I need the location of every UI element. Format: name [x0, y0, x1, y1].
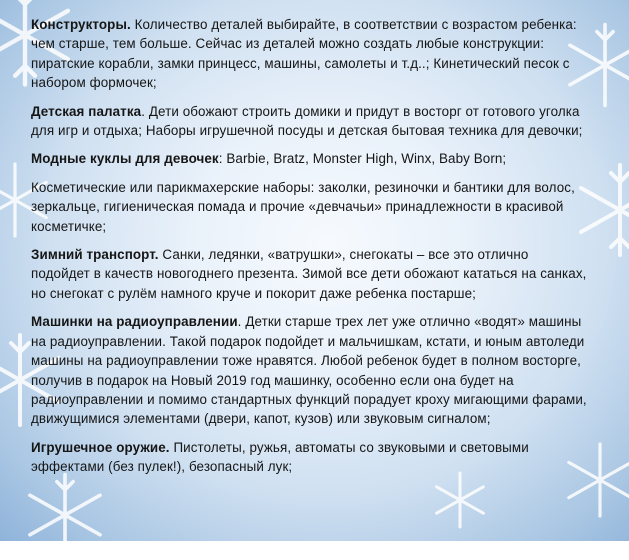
paragraph-heading: Модные куклы для девочек [31, 151, 219, 167]
paragraph-winter-transport [31, 245, 591, 303]
paragraph-heading: Машинки на радиоуправлении [31, 314, 238, 330]
paragraph-text: Количество деталей выбирайте, в соответствии с возрастом ребенка: чем старше, тем больше. Сейчас из деталей можно создать любые конструкции: пиратские корабли, замки принцесс, машины, самолеты и т.д..; Кинетический песок с набором формочек; [31, 17, 577, 91]
paragraph-text: . Детки старше трех лет уже отлично «водят» машины на радиоуправлении. Такой подарок подойдет и мальчишкам, кстати, и юным автоледи машины на радиоуправлении тоже нравятся. Любой ребенок будет в полном восторге, получив в подарок на Новый 2019 год машинку, особенно если она будет на радиоуправлении и помимо стандартных функций порадует кроху мигающими фарами, движущимися элементами (двери, капот, кузов) или звуковым сигналом; [31, 314, 587, 427]
paragraph-heading: Детская палатка [31, 103, 142, 119]
paragraph-toy-weapons [31, 438, 591, 477]
paragraph-rc-cars [31, 312, 591, 428]
paragraph-constructors [31, 15, 591, 93]
paragraph-tent [31, 102, 591, 141]
gift-ideas-text [31, 15, 591, 486]
paragraph-heading: Зимний транспорт. [31, 247, 159, 263]
paragraph-heading: Конструкторы. [31, 17, 131, 32]
paragraph-text: Санки, ледянки, «ватрушки», снегокаты – все это отлично подойдет в качеств новогоднего презента. Зимой все дети обожают кататься на санках, но снегокат с рулём намного круче и покорит даже ребенка постарше; [31, 247, 587, 301]
paragraph-text: . Дети обожают строить домики и придут в восторг от готового уголка для игр и отдыха; Наборы игрушечной посуды и детская бытовая техника для девочки; [31, 103, 583, 139]
paragraph-text: : Barbie, Bratz, Monster High, Winx, Baby Born; [218, 151, 507, 167]
paragraph-heading: Игрушечное оружие. [31, 439, 170, 455]
paragraph-cosmetics [31, 178, 591, 236]
paragraph-dolls [31, 149, 591, 168]
paragraph-text: Косметические или парикмахерские наборы: заколки, резиночки и бантики для волос, зеркальце, гигиеническая помада и прочие «девчачьи» принадлежности в красивой косметичке; [31, 179, 575, 234]
paragraph-text: Пистолеты, ружья, автоматы со звуковыми и световыми эффектами (без пулек!), безопасный лук; [31, 439, 529, 475]
